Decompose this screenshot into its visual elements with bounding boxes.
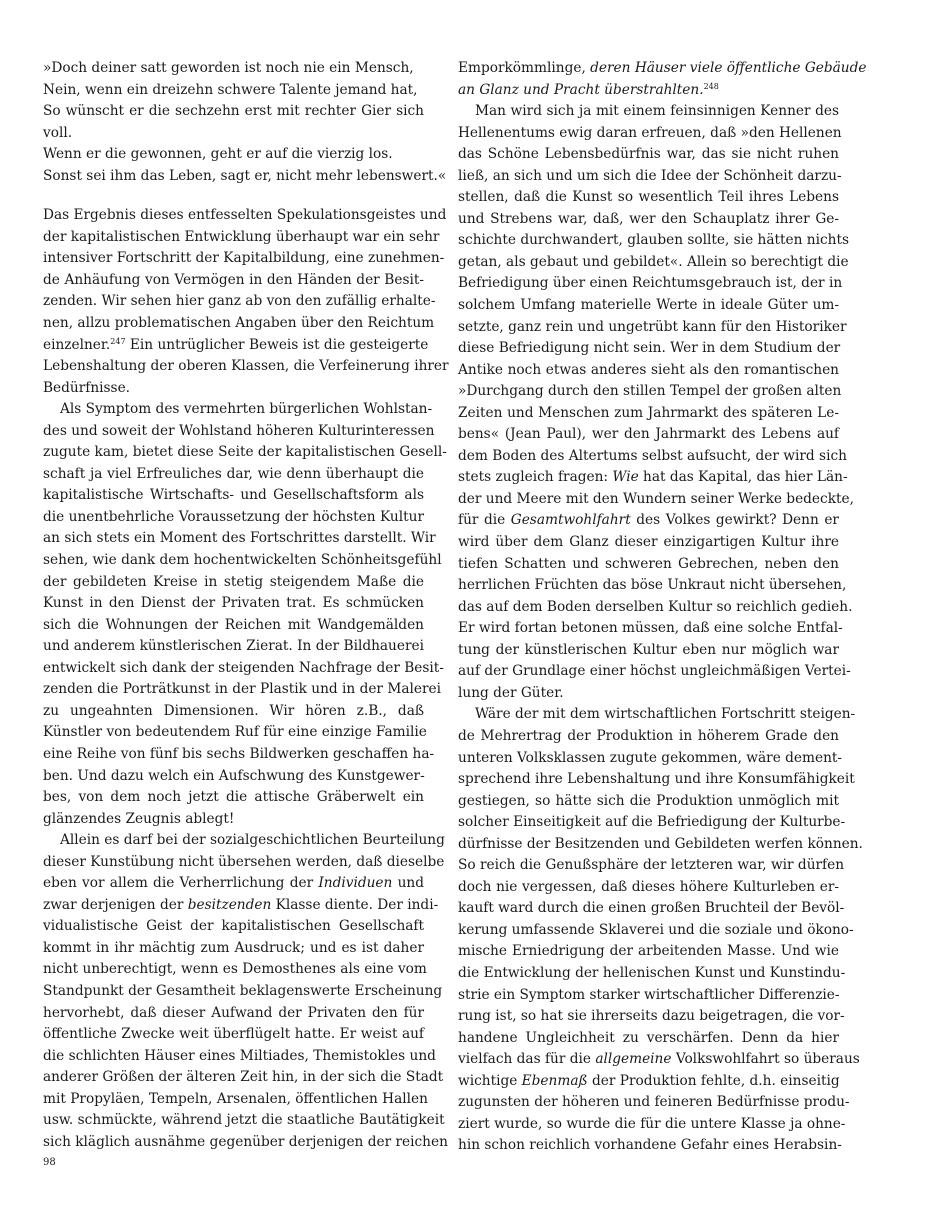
text-run: stellen, daß die Kunst so wesentlich Teil ihres Lebens [458,189,839,206]
text-line [458,273,843,295]
emphasized-text: besitzenden [187,896,272,913]
text-line [43,916,424,938]
text-run: Er wird fortan betonen müssen, daß eine solche Entfal- [458,620,843,637]
text-line [43,528,436,550]
text-line [458,683,839,705]
emphasized-text: Ebenmaß [521,1072,588,1089]
text-run: Allein es darf bei der sozialgeschichtlichen Beurteilung [60,832,445,849]
text-run: zugunsten der höheren und feineren Bedürfnisse produ- [458,1094,850,1111]
text-run: »Durchgang durch den stillen Tempel der großen alten [458,383,842,400]
text-run: für die [458,512,511,529]
text-run: hat das Kapital, das hier Län- [638,469,848,486]
text-run: der kapitalistischen Entwicklung überhaupt war ein sehr [43,228,440,245]
text-line [458,877,839,899]
text-line [458,898,845,920]
text-line [43,593,424,615]
text-line [458,166,842,188]
text-line [458,661,851,683]
text-run: Volkswohlfahrt so überaus [671,1051,860,1068]
text-line [43,1132,448,1154]
text-run: des Volkes gewirkt? Denn er [630,512,839,529]
text-line [458,1049,860,1071]
text-line [43,895,439,917]
text-run: intensiver Fortschritt der Kapitalbildung, eine zunehmen- [43,250,445,267]
text-run: glänzendes Zeugnis ablegt! [43,810,235,827]
text-line [43,1089,428,1111]
text-line [458,1092,850,1114]
text-run: wird über dem Glanz dieser einzigartigen Kultur ihre [458,534,839,551]
text-line [458,381,842,403]
text-run: der Produktion fehlte, d.h. einseitig [587,1072,840,1089]
text-run: mit Propyläen, Tempeln, Arsenalen, öffentlichen Hallen [43,1090,428,1107]
text-line [458,467,848,489]
text-run: Klasse diente. Der indi- [271,896,439,913]
text-run: »Doch deiner satt geworden ist noch nie ein Mensch, [43,60,414,76]
text-line [43,248,445,270]
text-run: Befriedigung über einen Reichtumsgebrauch ist, der in [458,275,843,292]
text-run: öffentliche Zwecke weit überflügelt hatte. Er weist auf [43,1026,424,1043]
text-line [43,572,424,594]
text-line [43,101,424,123]
text-line [458,1135,842,1157]
text-run: bes, von dem noch jetzt die attische Gräberwelt ein [43,789,424,806]
text-line [458,532,839,554]
text-line [458,58,867,80]
text-line [458,963,846,985]
text-run: vidualistische Geist der kapitalistischen Gesellschaft [43,918,424,935]
text-line [458,510,839,532]
text-line [458,704,856,726]
text-line [43,80,424,102]
text-line [43,356,449,378]
text-run: solchem Umfang materielle Werte in ideale Güter um- [458,297,839,314]
text-run: anderer Größen der älteren Zeit hin, in der sich die Stadt [43,1069,444,1086]
paragraph-gap [43,187,424,205]
text-line [458,554,839,576]
text-run: kommt in ihr mächtig zum Ausdruck; und es ist daher [43,939,424,956]
right-text-column [458,58,867,1157]
text-run: die schlichten Häuser eines Miltiades, Themistokles und [43,1047,436,1064]
text-run: Als Symptom des vermehrten bürgerlichen Wohlstan- [60,401,433,418]
text-line [43,550,442,572]
text-line [458,1006,845,1028]
text-line [43,636,424,658]
text-run: eine Reihe von fünf bis sechs Bildwerken geschaffen ha- [43,745,435,762]
text-run: schaft ja viel Erfreuliches dar, wie denn überhaupt die [43,465,424,482]
text-line [43,144,424,166]
text-run: doch nie vergessen, daß dieses höhere Kulturleben er- [458,878,839,895]
text-run: Sonst sei ihm das Leben, sagt er, nicht mehr lebenswert.« [43,167,447,184]
text-run: Lebenshaltung der oberen Klassen, die Verfeinerung ihrer [43,358,449,375]
text-line [43,123,424,145]
text-line [43,205,447,227]
text-run: Nein, wenn ein dreizehn schwere Talente jemand hat, [43,81,418,98]
text-line [458,834,863,856]
text-line [458,230,849,252]
text-run: und anderem künstlerischen Zierat. In der Bildhauerei [43,638,424,655]
text-run: mische Erniedrigung der arbeitenden Masse. Und wie [458,943,839,960]
text-line [458,360,839,382]
text-line [43,959,427,981]
text-line [43,852,445,874]
text-line [43,679,441,701]
text-run: zenden. Wir sehen hier ganz ab von den zufällig erhalte- [43,293,436,310]
text-line [458,424,839,446]
emphasized-text: deren Häuser viele öffentliche Gebäude [590,60,867,76]
text-line [458,1071,839,1093]
text-run: Emporkömmlinge, [458,60,591,76]
text-line [43,1067,444,1089]
text-run: und Strebens war, daß, wer den Schauplatz ihrer Ge- [458,210,839,227]
emphasized-text: Wie [612,469,639,486]
text-line [458,123,842,145]
text-run: Antike noch etwas anderes sieht als den romantischen [458,361,839,378]
text-run: diese Befriedigung nicht sein. Wer in dem Studium der [458,340,841,357]
text-run: Bedürfnisse. [43,379,131,396]
text-run: zugute kam, bietet diese Seite der kapitalistischen Gesell- [43,444,447,461]
text-line [458,144,839,166]
text-run: wichtige [458,1072,522,1089]
text-line [458,338,839,360]
text-run: Kunst in den Dienst der Privaten trat. Es schmücken [43,595,424,612]
text-line [458,748,843,770]
text-line [458,575,847,597]
text-line [43,1003,424,1025]
text-line [458,252,849,274]
text-run: tung der künstlerischen Kultur eben nur möglich war [458,641,839,658]
text-run: hervorhebt, daß dieser Aufwand der Privaten den für [43,1004,424,1021]
text-line [458,791,839,813]
text-line [458,317,847,339]
text-line [458,403,839,425]
text-run: der gebildeten Kreise in stetig steigendem Maße die [43,573,424,590]
text-line [43,291,436,313]
text-line [458,769,855,791]
text-run: zu ungeahnten Dimensionen. Wir hören z.B., daß [43,702,424,719]
text-line [458,597,853,619]
text-run: rung ist, so hat sie ihrerseits dazu beigetragen, die vor- [458,1008,845,1025]
text-line [43,787,424,809]
text-line [43,442,447,464]
text-run: zwar derjenigen der [43,896,188,913]
text-run: hin schon reichlich vorhandene Gefahr eines Herabsin- [458,1137,842,1154]
text-run: Man wird sich ja mit einem feinsinnigen Kenner des [475,103,839,120]
text-run: das auf dem Boden derselben Kultur so reichlich gedieh. [458,598,853,615]
text-run: unteren Volksklassen zugute gekommen, wäre dement- [458,749,843,766]
text-run: an sich stets ein Moment des Fortschrittes darstellt. Wir [43,530,436,547]
text-line [43,58,424,80]
text-line [43,421,435,443]
text-run: gestiegen, so hätte sich die Produktion unmöglich mit [458,792,839,809]
text-line [43,378,424,400]
text-run: der und Meere mit den Wundern seiner Werke bedeckte, [458,490,854,507]
text-line [43,485,424,507]
text-line [43,335,429,357]
text-run: So reich die Genußsphäre der letzteren war, wir dürfen [458,857,845,874]
text-run: einzelner. [43,336,111,353]
text-run: lung der Güter. [458,684,564,701]
text-line [43,938,424,960]
text-run: bens« (Jean Paul), wer den Jahrmarkt des Lebens auf [458,426,839,443]
text-run: des und soweit der Wohlstand höheren Kulturinteressen [43,422,435,439]
text-line [458,489,854,511]
text-line [43,830,445,852]
text-run: schichte durchwandert, glauben sollte, sie hätten nichts [458,232,849,249]
text-line [43,744,435,766]
text-run: Wenn er die gewonnen, geht er auf die vierzig los. [43,146,393,163]
footnote-marker: 247 [110,336,126,346]
text-run: voll. [43,124,73,141]
text-line [458,726,839,748]
text-line [458,855,845,877]
text-line [43,313,435,335]
text-run: Das Ergebnis dieses entfesselten Spekulationsgeistes und [43,207,447,224]
text-run: dem Boden des Altertums selbst aufsucht, der wird sich [458,447,847,464]
emphasized-text: Gesamtwohlfahrt [510,512,631,529]
text-line [458,618,843,640]
text-line [43,1046,436,1068]
text-run: Wäre der mit dem wirtschaftlichen Fortschritt steigen- [475,706,856,723]
text-run: handene Ungleichheit zu verschärfen. Denn da hier [458,1029,839,1046]
text-line [43,1024,424,1046]
text-line [458,101,839,123]
text-run: usw. schmückte, während jetzt die staatliche Bautätigkeit [43,1112,445,1129]
text-run: Künstler von bedeutendem Ruf für eine einzige Familie [43,724,427,741]
text-run: zenden die Porträtkunst in der Plastik und in der Malerei [43,681,441,698]
text-run: ziert wurde, so wurde die für die untere Klasse ja ohne- [458,1115,846,1132]
text-run: Zeiten und Menschen zum Jahrmarkt des späteren Le- [458,404,839,421]
text-run: entwickelt sich dank der steigenden Nachfrage der Besit- [43,659,444,676]
text-line [458,985,839,1007]
text-run: nicht unberechtigt, wenn es Demosthenes als eine vom [43,961,427,978]
text-run: kerung umfassende Sklaverei und die soziale und ökono- [458,921,854,938]
text-run: solcher Einseitigkeit auf die Befriedigung der Kulturbe- [458,814,846,831]
text-run: kauft ward durch die einen großen Bruchteil der Bevöl- [458,900,845,917]
text-run: sprechend ihre Lebenshaltung und ihre Konsumfähigkeit [458,771,855,788]
text-line [43,227,440,249]
text-run: das Schöne Lebensbedürfnis war, das sie nicht ruhen [458,146,839,163]
text-line [43,507,424,529]
text-line [458,812,846,834]
text-line [43,399,433,421]
text-run: dieser Kunstübung nicht übersehen werden, daß dieselbe [43,853,445,870]
text-run: vielfach das für die [458,1051,596,1068]
text-line [458,209,839,231]
text-line [43,809,424,831]
text-line [43,615,424,637]
text-run: de Mehrertrag der Produktion in höherem Grade den [458,727,839,744]
text-line [43,166,447,188]
text-run: Hellenentums ewig daran erfreuen, daß »den Hellenen [458,124,842,141]
text-line [458,920,854,942]
footnote-marker: 248 [703,81,719,91]
text-run: de Anhäufung von Vermögen in den Händen der Besit- [43,271,424,288]
text-run: sich kläglich ausnähme gegenüber derjenigen der reichen [43,1133,448,1150]
text-run: auf der Grundlage einer höchst ungleichmäßigen Vertei- [458,663,851,680]
emphasized-text: an Glanz und Pracht überstrahlten. [458,81,704,98]
text-run: ließ, an sich und um sich die Idee der Schönheit darzu- [458,167,842,184]
text-run: nen, allzu problematischen Angaben über den Reichtum [43,315,435,332]
text-line [43,1110,445,1132]
text-run: sehen, wie dank dem hochentwickelten Schönheitsgefühl [43,552,442,569]
emphasized-text: allgemeine [595,1051,672,1068]
text-line [458,941,839,963]
text-run: dürfnisse der Besitzenden und Gebildeten werfen können. [458,835,863,852]
text-run: stets zugleich fragen: [458,469,613,486]
text-run: Ein untrüglicher Beweis ist die gesteigerte [125,336,429,353]
text-line [43,722,427,744]
text-line [458,80,839,102]
text-run: kapitalistische Wirtschafts- und Gesellschaftsform als [43,487,424,504]
left-text-column [43,58,449,1153]
text-run: die Entwicklung der hellenischen Kunst und Kunstindu- [458,964,846,981]
text-line [43,270,424,292]
text-line [43,658,444,680]
text-run: getan, als gebaut und gebildet«. Allein so berechtigt die [458,253,849,270]
text-run: eben vor allem die Verherrlichung der [43,875,319,892]
text-line [43,873,424,895]
text-run: strie ein Symptom starker wirtschaftlicher Differenzie- [458,986,840,1003]
text-run: Standpunkt der Gesamtheit beklagenswerte Erscheinung [43,982,443,999]
text-run: und [392,875,424,892]
text-run: die unentbehrliche Voraussetzung der höchsten Kultur [43,508,424,525]
text-line [458,446,847,468]
text-line [458,295,839,317]
text-line [43,981,443,1003]
text-line [43,464,424,486]
text-run: herrlichen Früchten das böse Unkraut nicht übersehen, [458,577,847,594]
text-run: setzte, ganz rein und ungetrübt kann für den Historiker [458,318,847,335]
text-run: ben. Und dazu welch ein Aufschwung des Kunstgewer- [43,767,425,784]
text-run: tiefen Schatten und schweren Gebrechen, neben den [458,555,839,572]
emphasized-text: Individuen [318,875,393,892]
text-run: sich die Wohnungen der Reichen mit Wandgemälden [43,616,424,633]
text-run: So wünscht er die sechzehn erst mit rechter Gier sich [43,103,424,120]
text-line [458,1114,846,1136]
text-line [458,187,839,209]
text-line [458,1028,839,1050]
page-number: 98 [43,1157,56,1168]
text-line [43,701,424,723]
text-line [43,766,424,788]
text-line [458,640,839,662]
